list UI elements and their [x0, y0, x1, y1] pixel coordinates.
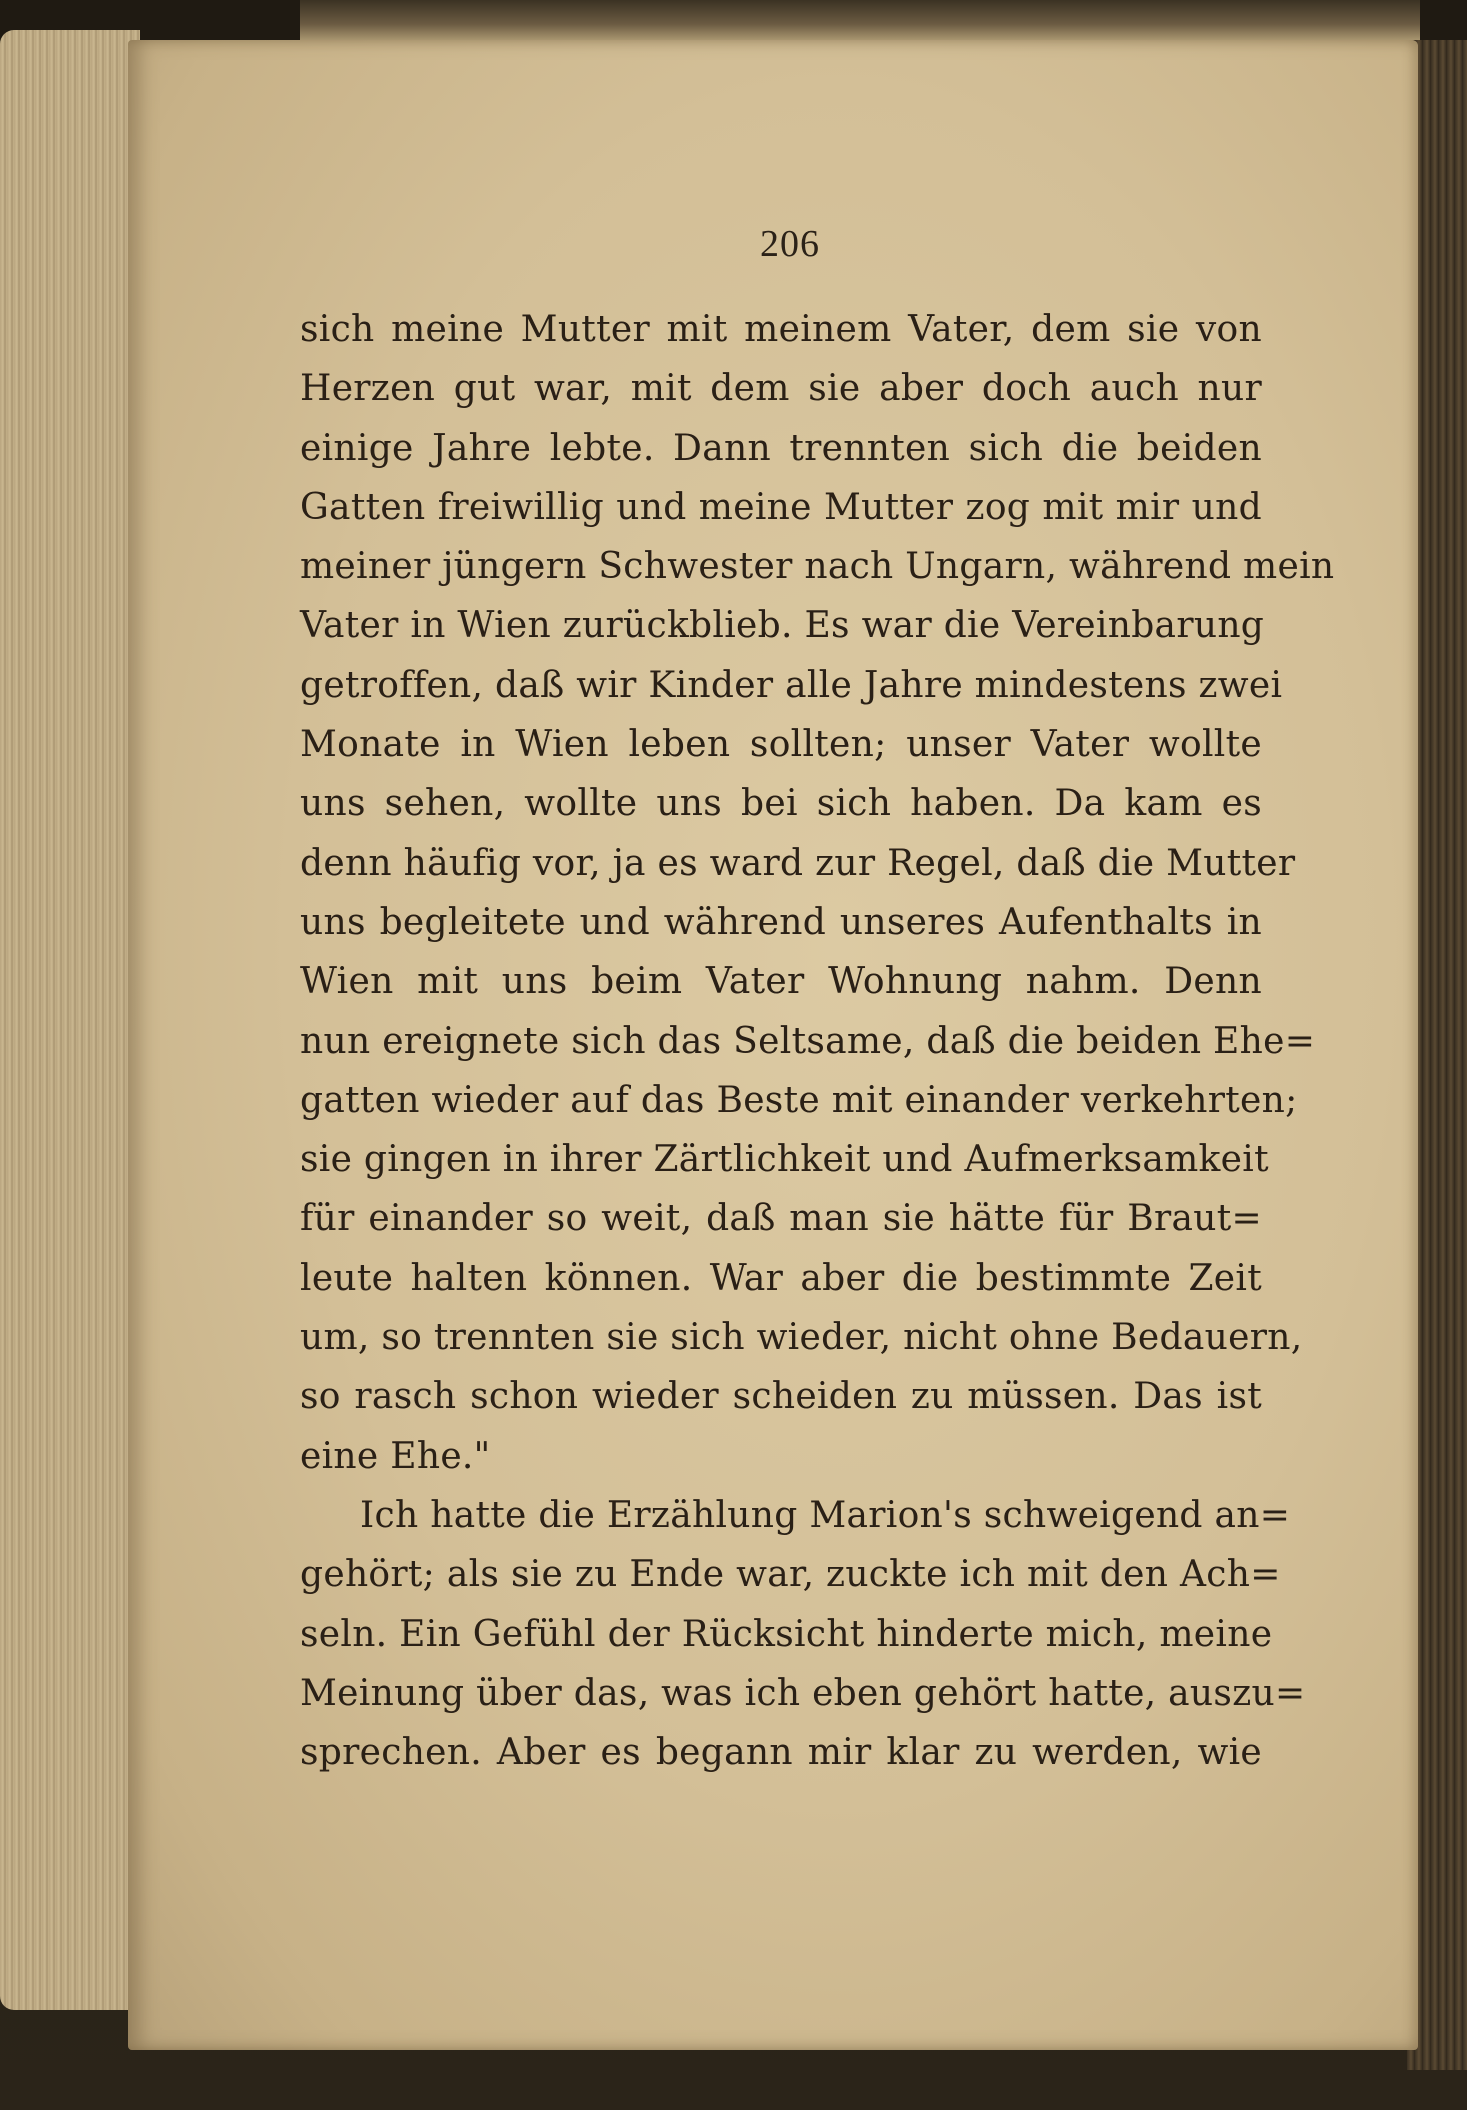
text-line: Gatten freiwillig und meine Mutter zog mit mir und — [300, 486, 1262, 528]
text-line: sich meine Mutter mit meinem Vater, dem sie von — [300, 309, 1262, 350]
text-line: nun ereignete sich das Seltsame, daß die beiden Ehe= — [300, 1020, 1316, 1062]
text-line: meiner jüngern Schwester nach Ungarn, während mein — [300, 546, 1335, 588]
text-line: Herzen gut war, mit dem sie aber doch auch nur — [300, 368, 1262, 410]
body-text — [300, 300, 1335, 1782]
text-line-paragraph-end: eine Ehe." — [300, 1435, 491, 1477]
text-line-paragraph-start: Ich hatte die Erzählung Marion's schweigend an= — [360, 1494, 1291, 1536]
text-line: Wien mit uns beim Vater Wohnung nahm. Denn — [300, 961, 1262, 1003]
text-line: leute halten können. War aber die bestimmte Zeit — [300, 1257, 1262, 1299]
text-line: um, so trennten sie sich wieder, nicht ohne Bedauern, — [300, 1317, 1303, 1359]
text-line: einige Jahre lebte. Dann trennten sich die beiden — [300, 427, 1262, 469]
text-line: getroffen, daß wir Kinder alle Jahre mindestens zwei — [300, 664, 1283, 706]
text-line: Meinung über das, was ich eben gehört hatte, auszu= — [300, 1672, 1306, 1714]
text-line: für einander so weit, daß man sie hätte für Braut= — [300, 1198, 1262, 1240]
text-line: sprechen. Aber es begann mir klar zu werden, wie — [300, 1732, 1262, 1774]
page-number: 206 — [760, 223, 820, 265]
text-line: uns begleitete und während unseres Aufenthalts in — [300, 901, 1262, 943]
text-line: uns sehen, wollte uns bei sich haben. Da kam es — [300, 783, 1262, 825]
text-line: sie gingen in ihrer Zärtlichkeit und Aufmerksamkeit — [300, 1139, 1269, 1181]
text-line: denn häufig vor, ja es ward zur Regel, daß die Mutter — [300, 842, 1296, 884]
text-line: so rasch schon wieder scheiden zu müssen. Das ist — [300, 1376, 1262, 1418]
text-line: Monate in Wien leben sollten; unser Vater wollte — [300, 724, 1262, 766]
text-line: gehört; als sie zu Ende war, zuckte ich mit den Ach= — [300, 1554, 1281, 1596]
text-line: seln. Ein Gefühl der Rücksicht hinderte mich, meine — [300, 1613, 1273, 1655]
text-line: Vater in Wien zurückblieb. Es war die Vereinbarung — [300, 605, 1265, 647]
book-page-edges — [0, 30, 140, 2010]
text-line: gatten wieder auf das Beste mit einander verkehrten; — [300, 1079, 1298, 1121]
book-top-edge — [300, 0, 1420, 40]
